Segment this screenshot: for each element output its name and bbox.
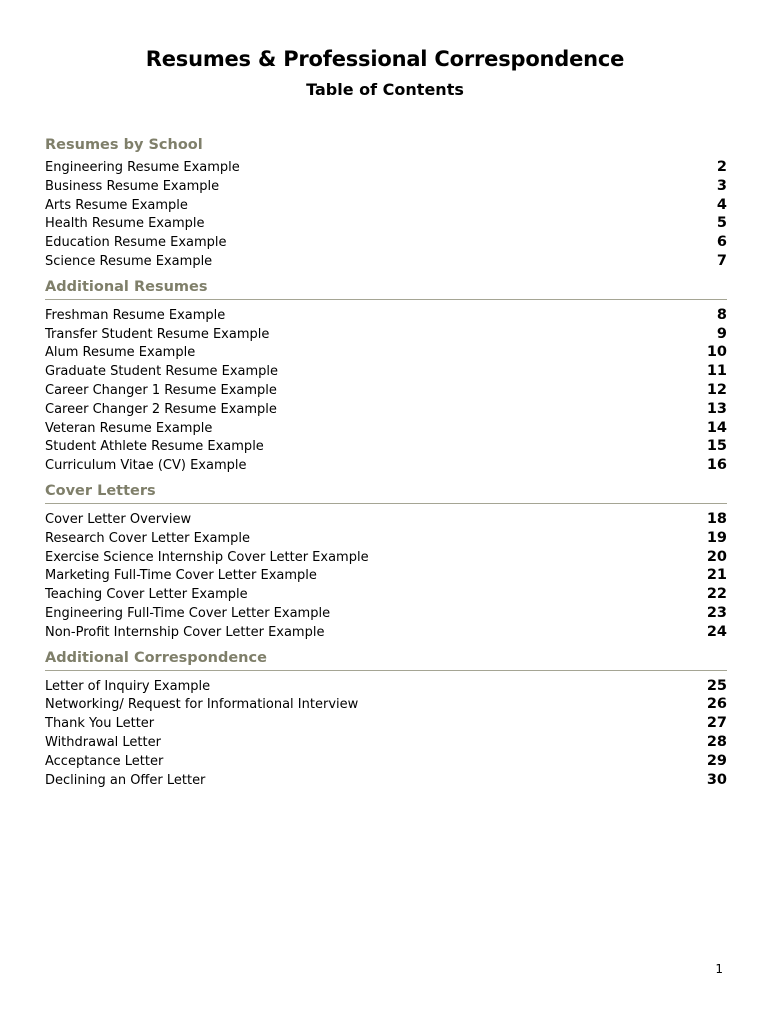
toc-entry-label: Exercise Science Internship Cover Letter Example [45,549,369,565]
toc-entry-label: Veteran Resume Example [45,420,213,436]
toc-entry-page: 28 [706,733,727,750]
toc-entry-label: Engineering Resume Example [45,160,240,175]
table-of-contents [45,135,727,789]
toc-entry[interactable] [45,214,727,233]
toc-entry-page: 11 [706,363,727,380]
toc-entry[interactable] [45,548,727,567]
toc-entry-label: Letter of Inquiry Example [45,678,211,694]
toc-entry-label: Curriculum Vitae (CV) Example [45,458,247,474]
toc-entry-page: 3 [716,177,727,194]
toc-entry[interactable] [45,677,727,696]
toc-entry-label: Non-Profit Internship Cover Letter Example [45,624,325,640]
toc-entry-page: 9 [716,325,727,342]
toc-entry-page: 25 [706,677,727,694]
toc-entry-label: Graduate Student Resume Example [45,364,279,380]
toc-entry-label: Engineering Full-Time Cover Letter Example [45,605,331,621]
toc-entry[interactable] [45,566,727,585]
toc-entry-label: Career Changer 2 Resume Example [45,401,277,417]
toc-entry[interactable] [45,196,727,215]
toc-entry-page: 29 [706,752,727,769]
toc-entry-page: 12 [706,381,727,398]
toc-entry-label: Health Resume Example [45,216,205,232]
toc-entry-page: 4 [716,196,727,213]
toc-entry-page: 15 [706,438,727,455]
toc-entry[interactable] [45,177,727,196]
toc-entry-page: 8 [716,306,727,323]
section-additional-resumes [45,277,727,475]
toc-entry-label: Networking/ Request for Informational Interview [45,697,359,713]
toc-entry-label: Education Resume Example [45,235,227,251]
toc-entry-label: Acceptance Letter [45,753,164,769]
toc-entry[interactable] [45,585,727,604]
toc-entry[interactable] [45,695,727,714]
toc-entry-label: Declining an Offer Letter [45,772,206,788]
section-title: Additional Correspondence [45,648,727,671]
toc-entry[interactable] [45,419,727,438]
toc-entry-page: 10 [706,344,727,361]
toc-entry-label: Thank You Letter [45,716,155,732]
toc-entry-label: Career Changer 1 Resume Example [45,382,277,398]
toc-entry-page: 24 [706,623,727,640]
toc-entry-page: 22 [706,586,727,603]
toc-entry-page: 5 [716,215,727,232]
toc-entry-label: Transfer Student Resume Example [45,326,270,342]
toc-entry[interactable] [45,233,727,252]
toc-entry-label: Research Cover Letter Example [45,530,251,546]
toc-entry-label: Marketing Full-Time Cover Letter Example [45,568,317,584]
toc-entry-page: 7 [716,252,727,269]
page-number: 1 [715,962,723,976]
toc-entry-label: Freshman Resume Example [45,307,226,323]
toc-entry[interactable] [45,343,727,362]
toc-entry[interactable] [45,381,727,400]
toc-entry[interactable] [45,456,727,475]
toc-entry[interactable] [45,252,727,271]
toc-entry[interactable] [45,529,727,548]
toc-entry[interactable] [45,604,727,623]
toc-entry-page: 26 [706,696,727,713]
toc-entry-page: 6 [716,234,727,251]
toc-entry-page: 14 [706,419,727,436]
section-title: Resumes by School [45,137,203,153]
toc-entry[interactable] [45,771,727,790]
toc-entry[interactable] [45,400,727,419]
toc-entry-label: Teaching Cover Letter Example [45,587,248,603]
toc-entry-page: 2 [716,159,727,175]
section-title: Cover Letters [45,481,727,504]
toc-entry[interactable] [45,623,727,642]
toc-entry[interactable] [45,437,727,456]
section-title: Additional Resumes [45,277,727,300]
toc-entry-page: 13 [706,400,727,417]
toc-entry-page: 18 [706,510,727,527]
document-subtitle: Table of Contents [306,80,464,99]
toc-entry[interactable] [45,306,727,325]
toc-entry-page: 23 [706,604,727,621]
toc-entry[interactable] [45,714,727,733]
toc-entry-page: 20 [706,548,727,565]
section-cover-letters [45,481,727,642]
toc-entry[interactable] [45,362,727,381]
toc-entry-label: Student Athlete Resume Example [45,439,264,455]
toc-entry-page: 19 [706,529,727,546]
toc-entry-page: 30 [706,771,727,788]
toc-entry[interactable] [45,752,727,771]
toc-entry-label: Business Resume Example [45,178,220,194]
document-title: Resumes & Professional Correspondence [145,47,625,71]
toc-entry[interactable] [45,733,727,752]
toc-entry-page: 21 [706,567,727,584]
toc-entry-label: Science Resume Example [45,253,213,269]
toc-entry[interactable] [45,325,727,344]
toc-entry-page: 27 [706,715,727,732]
toc-entry-label: Arts Resume Example [45,197,188,213]
section-resumes-by-school [45,135,727,271]
toc-entry-label: Cover Letter Overview [45,511,192,527]
toc-entry-page: 16 [706,457,727,474]
toc-entry[interactable] [45,510,727,529]
toc-entry-label: Alum Resume Example [45,345,196,361]
toc-entry-label: Withdrawal Letter [45,734,161,750]
section-additional-correspondence [45,648,727,790]
toc-entry[interactable] [45,158,727,177]
